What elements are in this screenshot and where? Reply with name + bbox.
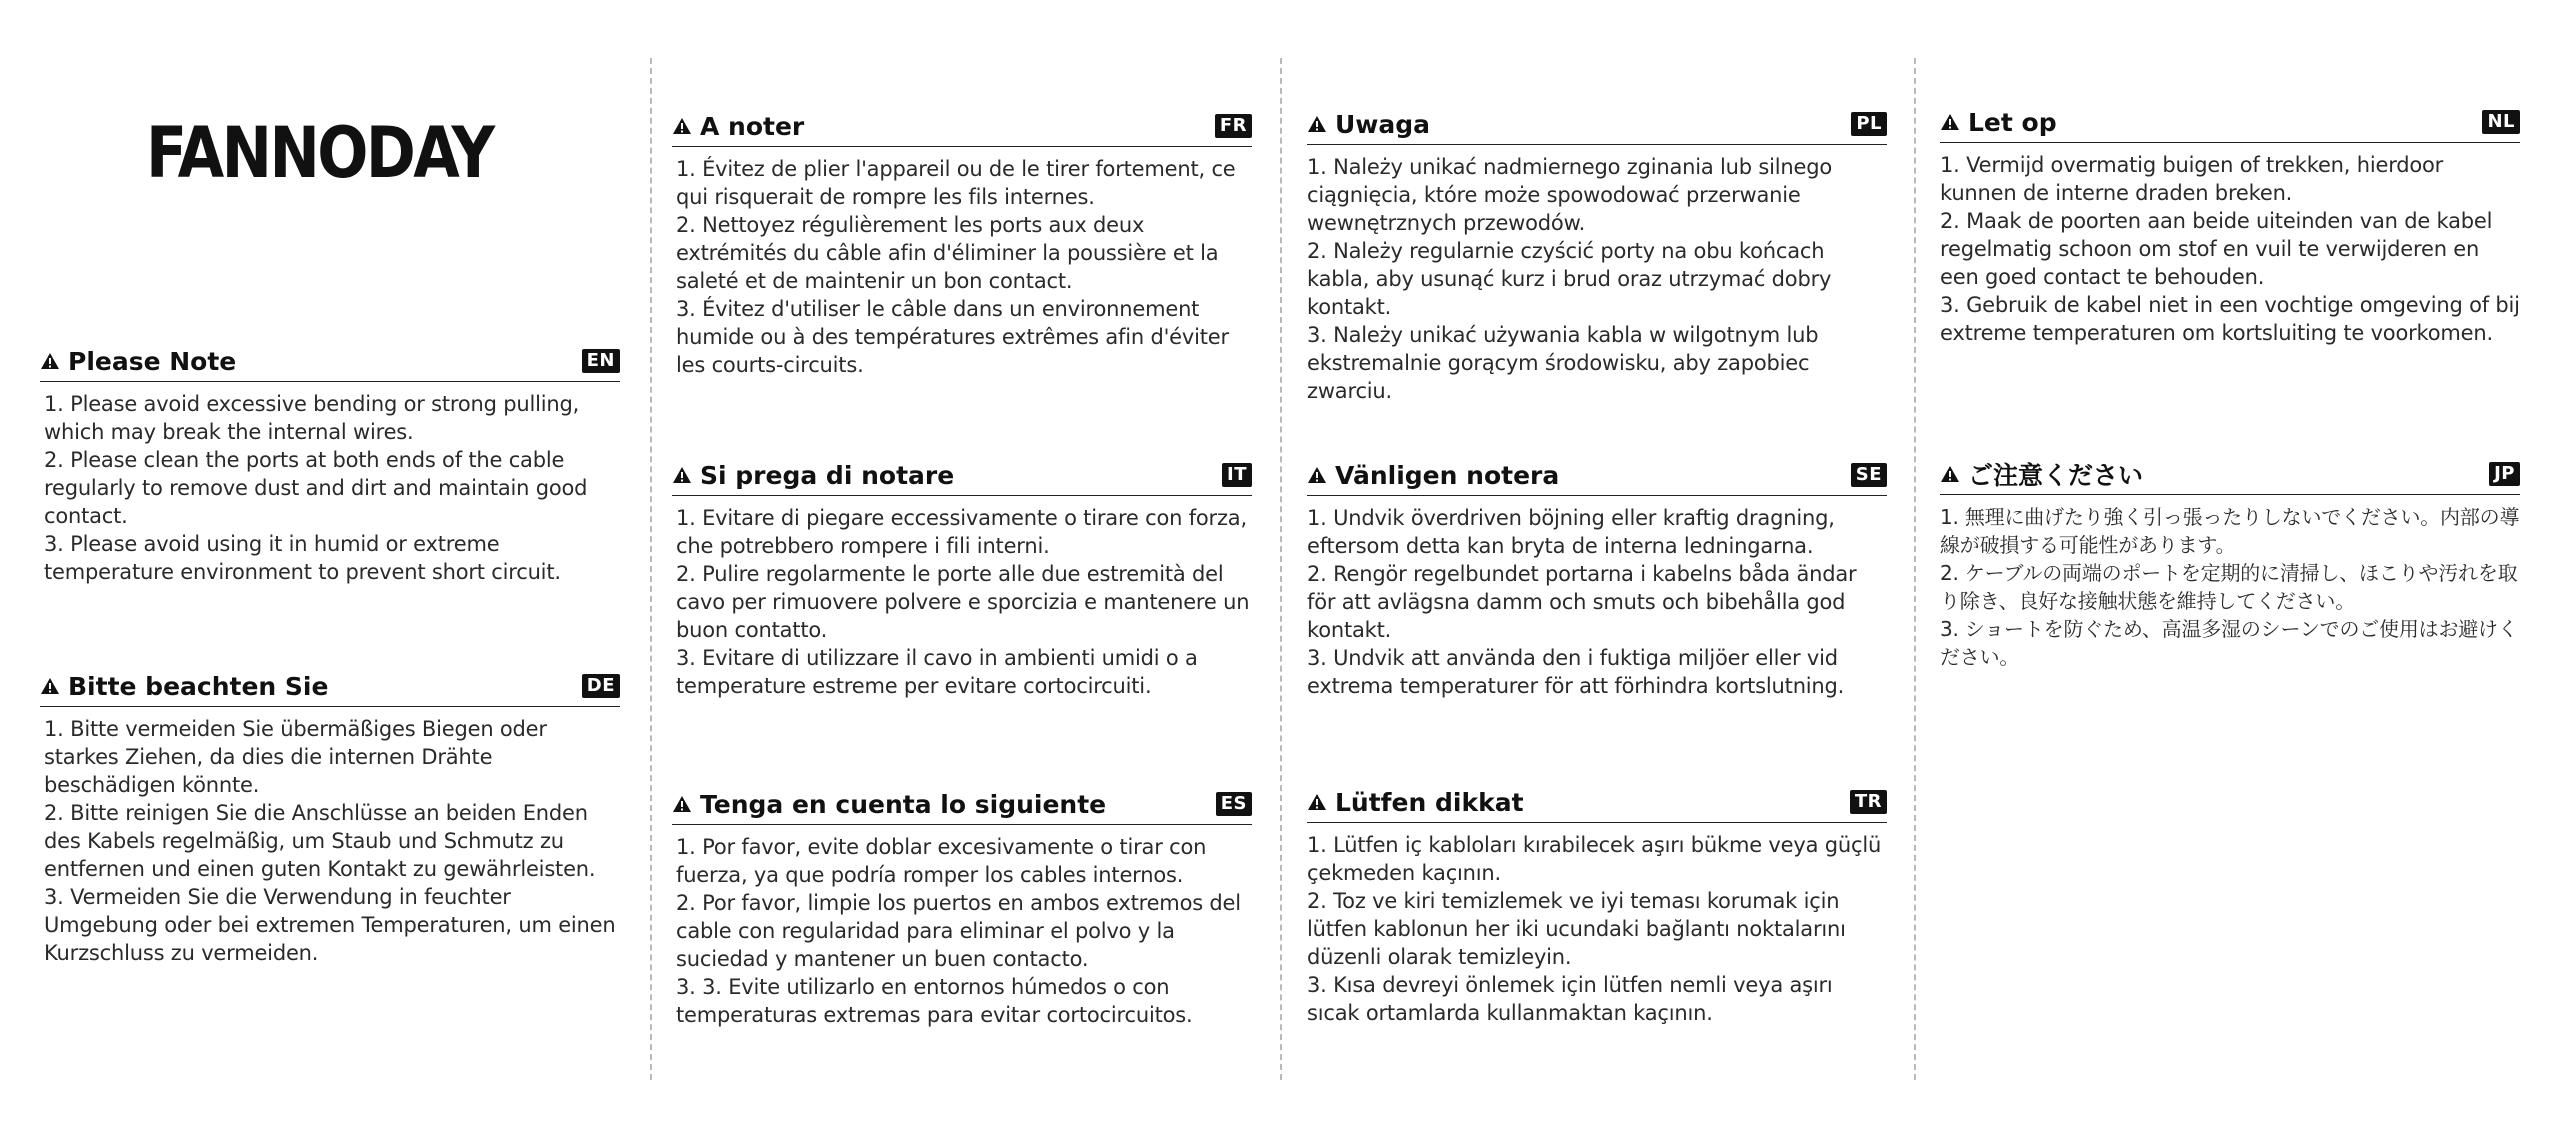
- language-badge: PL: [1851, 112, 1887, 136]
- section-header: [1940, 456, 2520, 495]
- list-item: 3. ショートを防ぐため、高温多湿のシーンでのご使用はお避けください。: [1940, 617, 2518, 669]
- column-3: [1307, 0, 1887, 1138]
- warning-triangle-icon: [1307, 115, 1327, 133]
- language-badge: DE: [582, 674, 620, 698]
- list-item: 3. Évitez d'utiliser le câble dans un environnement humide ou à des températures extrêmes afin d'éviter les courts-circuits.: [676, 297, 1229, 377]
- list-item: 3. Please avoid using it in humid or extreme temperature environment to prevent short circuit.: [44, 532, 561, 584]
- list-item: 1. Undvik överdriven böjning eller kraftig dragning, eftersom detta kan bryta de interna ledningarna.: [1307, 506, 1835, 558]
- list-item: 2. Por favor, limpie los puertos en ambos extremos del cable con regularidad para eliminar el polvo y la suciedad y mantener un buen contacto.: [676, 891, 1241, 971]
- section-header: [672, 457, 1252, 496]
- section-nl: [1940, 104, 2520, 347]
- list-item: 1. Lütfen iç kabloları kırabilecek aşırı bükme veya güçlü çekmeden kaçının.: [1307, 833, 1882, 885]
- section-en: [40, 343, 620, 586]
- column-divider: [1914, 58, 1916, 1080]
- section-header: [1307, 784, 1887, 823]
- section-title: Tenga en cuenta lo siguiente: [700, 789, 1107, 819]
- list-item: 2. Bitte reinigen Sie die Anschlüsse an beiden Enden des Kabels regelmäßig, um Staub und Schmutz zu entfernen und einen guten Kontakt zu gewährleisten.: [44, 801, 596, 881]
- section-jp: [1940, 456, 2520, 671]
- column-divider: [1280, 58, 1282, 1080]
- section-title: ご注意ください: [1968, 461, 2144, 490]
- section-title: Vänligen notera: [1335, 460, 1560, 490]
- section-header: [672, 108, 1252, 147]
- section-title: Si prega di notare: [700, 460, 955, 490]
- section-es: [672, 786, 1252, 1029]
- section-pl: [1307, 106, 1887, 405]
- section-title: Lütfen dikkat: [1335, 787, 1524, 817]
- column-4: [1940, 0, 2520, 1138]
- warning-triangle-icon: [40, 677, 60, 695]
- section-title: Bitte beachten Sie: [68, 671, 329, 701]
- list-item: 2. Rengör regelbundet portarna i kabelns båda ändar för att avlägsna damm och smuts och bibehålla god kontakt.: [1307, 562, 1857, 642]
- language-badge: IT: [1222, 463, 1252, 487]
- language-badge: ES: [1216, 792, 1252, 816]
- warning-triangle-icon: [1307, 793, 1327, 811]
- list-item: 2. ケーブルの両端のポートを定期的に清掃し、ほこりや汚れを取り除き、良好な接触状態を維持してください。: [1940, 561, 2518, 613]
- section-tr: [1307, 784, 1887, 1027]
- language-badge: FR: [1215, 114, 1252, 138]
- list-item: 3. Undvik att använda den i fuktiga miljöer eller vid extrema temperaturer för att förhindra kortslutning.: [1307, 646, 1845, 698]
- list-item: 2. Toz ve kiri temizlemek ve iyi teması korumak için lütfen kablonun her iki ucundaki bağlantı noktalarını düzenli olarak temizleyin.: [1307, 889, 1846, 969]
- list-item: 2. Nettoyez régulièrement les ports aux deux extrémités du câble afin d'éliminer la poussière et la saleté et de maintenir un bon contact.: [676, 213, 1219, 293]
- section-title: Let op: [1968, 107, 2057, 137]
- section-title: A noter: [700, 111, 805, 141]
- warning-triangle-icon: [672, 795, 692, 813]
- section-header: [1307, 106, 1887, 145]
- list-item: 1. Évitez de plier l'appareil ou de le tirer fortement, ce qui risquerait de rompre les fils internes.: [676, 157, 1236, 209]
- list-item: 3. Kısa devreyi önlemek için lütfen nemli veya aşırı sıcak ortamlarda kullanmaktan kaçının.: [1307, 973, 1833, 1025]
- language-badge: NL: [2482, 110, 2520, 134]
- section-de: [40, 668, 620, 967]
- section-se: [1307, 457, 1887, 700]
- warning-triangle-icon: [672, 466, 692, 484]
- warning-triangle-icon: [672, 117, 692, 135]
- list-item: 3. Gebruik de kabel niet in een vochtige omgeving of bij extreme temperaturen om kortsluiting te voorkomen.: [1940, 293, 2520, 345]
- list-item: 2. Pulire regolarmente le porte alle due estremità del cavo per rimuovere polvere e sporcizia e mantenere un buon contatto.: [676, 562, 1250, 642]
- column-2: [672, 0, 1252, 1138]
- section-header: [672, 786, 1252, 825]
- section-title: Uwaga: [1335, 109, 1431, 139]
- list-item: 3. Vermeiden Sie die Verwendung in feuchter Umgebung oder bei extremen Temperaturen, um einen Kurzschluss zu vermeiden.: [44, 885, 616, 965]
- list-item: 1. Należy unikać nadmiernego zginania lub silnego ciągnięcia, które może spowodować przerwanie wewnętrznych przewodów.: [1307, 155, 1832, 235]
- warning-triangle-icon: [1940, 113, 1960, 131]
- language-badge: EN: [582, 349, 620, 373]
- list-item: 2. Please clean the ports at both ends of the cable regularly to remove dust and dirt and maintain good contact.: [44, 448, 588, 528]
- warning-triangle-icon: [1940, 465, 1960, 483]
- list-item: 3. Należy unikać używania kabla w wilgotnym lub ekstremalnie gorącym środowisku, aby zapobiec zwarciu.: [1307, 323, 1819, 403]
- list-item: 2. Maak de poorten aan beide uiteinden van de kabel regelmatig schoon om stof en vuil te verwijderen en een goed contact te behouden.: [1940, 209, 2493, 289]
- list-item: 1. Bitte vermeiden Sie übermäßiges Biegen oder starkes Ziehen, da dies die internen Drähte beschädigen könnte.: [44, 717, 547, 797]
- list-item: 1. 無理に曲げたり強く引っ張ったりしないでください。内部の導線が破損する可能性があります。: [1940, 505, 2520, 557]
- list-item: 1. Por favor, evite doblar excesivamente o tirar con fuerza, ya que podría romper los cables internos.: [676, 835, 1207, 887]
- section-header: [40, 668, 620, 707]
- list-item: 2. Należy regularnie czyścić porty na obu końcach kabla, aby usunąć kurz i brud oraz utrzymać dobry kontakt.: [1307, 239, 1832, 319]
- column-1: [40, 0, 620, 1138]
- section-header: [1940, 104, 2520, 143]
- warning-triangle-icon: [40, 352, 60, 370]
- language-badge: JP: [2489, 462, 2520, 486]
- list-item: 3. 3. Evite utilizarlo en entornos húmedos o con temperaturas extremas para evitar cortocircuitos.: [676, 975, 1193, 1027]
- column-divider: [650, 58, 652, 1080]
- section-header: [40, 343, 620, 382]
- list-item: 3. Evitare di utilizzare il cavo in ambienti umidi o a temperature estreme per evitare cortocircuiti.: [676, 646, 1198, 698]
- section-it: [672, 457, 1252, 700]
- language-badge: SE: [1851, 463, 1887, 487]
- brand-logo: FANNODAY: [146, 112, 493, 194]
- language-badge: TR: [1850, 790, 1887, 814]
- list-item: 1. Please avoid excessive bending or strong pulling, which may break the internal wires.: [44, 392, 580, 444]
- section-title: Please Note: [68, 346, 237, 376]
- list-item: 1. Evitare di piegare eccessivamente o tirare con forza, che potrebbero rompere i fili interni.: [676, 506, 1247, 558]
- warning-triangle-icon: [1307, 466, 1327, 484]
- section-fr: [672, 108, 1252, 379]
- section-header: [1307, 457, 1887, 496]
- list-item: 1. Vermijd overmatig buigen of trekken, hierdoor kunnen de interne draden breken.: [1940, 153, 2444, 205]
